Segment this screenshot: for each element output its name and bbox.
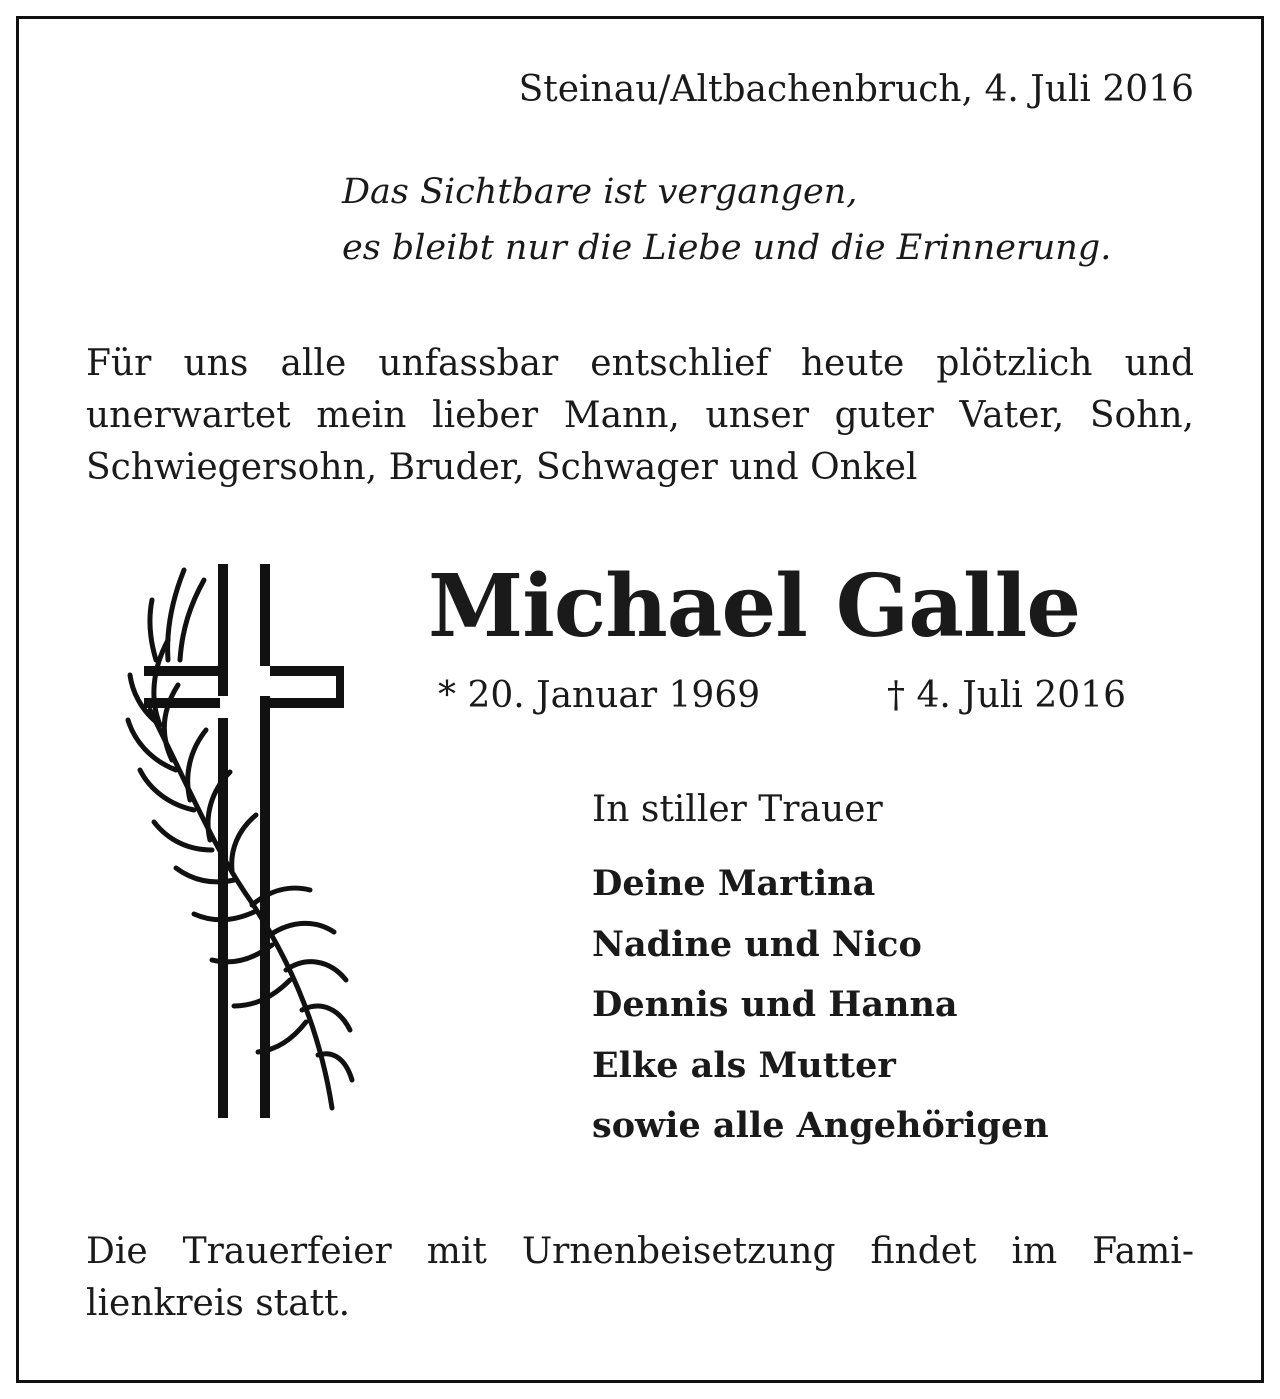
mourner-name: Nadine und Nico [592,923,922,965]
motto-quote [342,164,1111,276]
mourner-name: sowie alle Angehörigen [592,1105,1049,1146]
death-date: † 4. Juli 2016 [887,675,1126,716]
motto-line: Das Sichtbare ist vergangen, [342,172,858,212]
cross-with-palm-branch-icon [120,560,360,1130]
intro-line: Für uns alle unfassbar entschlief heute plötzlich und [86,343,1194,384]
closing-line: lienkreis statt. [86,1283,351,1324]
deceased-name: Michael Galle [428,556,1081,657]
motto-line: es bleibt nur die Liebe und die Erinnerung. [342,228,1112,268]
closing-text [86,1226,1194,1330]
birth-date: * 20. Januar 1969 [438,675,761,716]
mourner-name: Deine Martina [592,863,876,904]
closing-line: Die Trauerfeier mit Urnenbeisetzung findet im Fami- [86,1231,1194,1272]
mourner-name: Dennis und Hanna [592,984,958,1025]
mourning-label: In stiller Trauer [592,789,883,830]
mourners-list [592,854,1049,1157]
place-and-date: Steinau/Altbachenbruch, 4. Juli 2016 [518,69,1194,110]
intro-line: Schwiegersohn, Bruder, Schwager und Onkel [86,447,918,488]
mourner-name: Elke als Mutter [592,1044,896,1086]
intro-line: unerwartet mein lieber Mann, unser guter Vater, Sohn, [86,395,1194,436]
intro-text [86,338,1194,494]
